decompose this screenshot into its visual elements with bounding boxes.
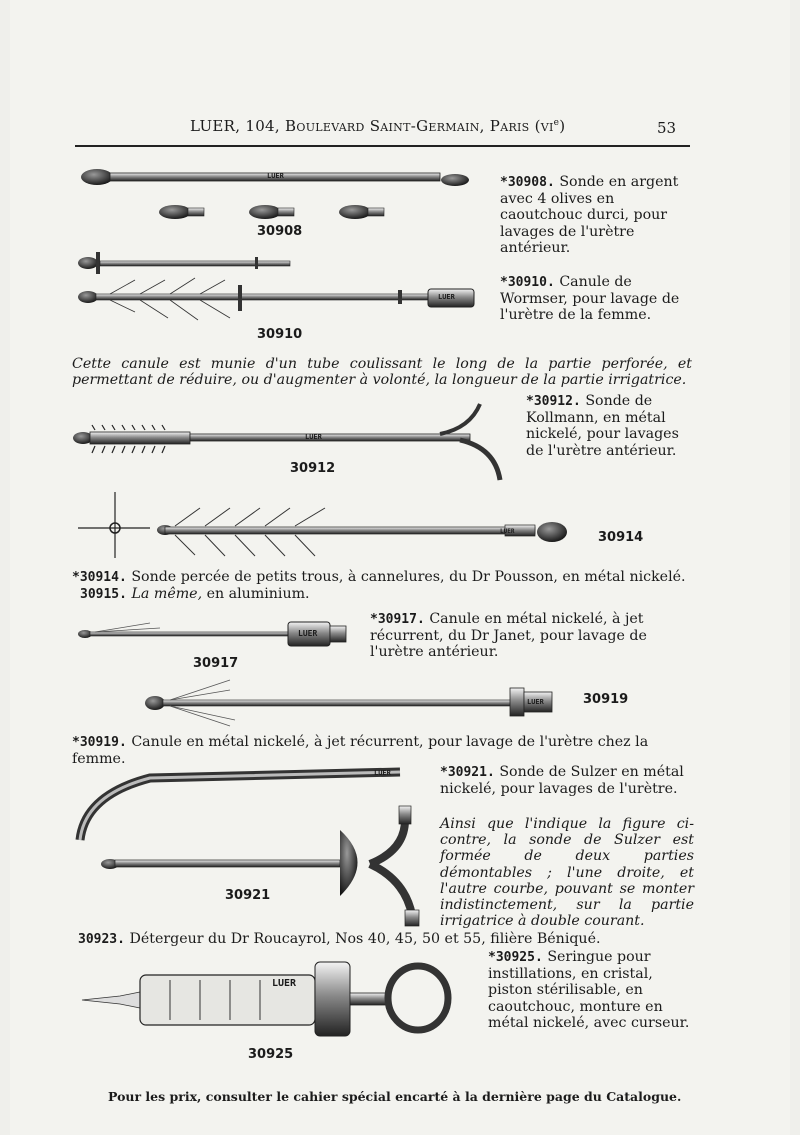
entry-number: *30919. — [72, 735, 127, 750]
entry-number: 30915. — [80, 587, 127, 602]
note-30910: Cette canule est munie d'un tube coulissant le long de la partie perforée, et permettant de réduire, ou d'augmenter à volonté, la longueur de la partie irrigatrice. — [72, 356, 692, 389]
figure-label-30919: 30919 — [583, 692, 629, 707]
luer-mark-30925: LUER — [272, 978, 297, 989]
entry-number: 30923. — [78, 932, 125, 947]
header-sup: e — [553, 118, 560, 128]
figure-label-30908: 30908 — [257, 224, 303, 239]
illustration-30910 — [78, 252, 474, 320]
entry-number: *30917. — [370, 612, 425, 627]
note-30921: Ainsi que l'indique la figure ci-contre, la sonde de Sulzer est formée de deux parties démontables ; l'une droite, et l'autre courbe, pouvant se monter indistinctement, sur la partie irrigatrice à double courant. — [440, 816, 694, 930]
luer-mark-30921: LUER — [374, 769, 391, 777]
entry-number: *30925. — [488, 950, 543, 965]
luer-mark-30919: LUER — [527, 698, 544, 706]
entry-30908 — [500, 174, 692, 256]
entry-description-italic: La même, — [131, 586, 203, 602]
entry-description: Canule en métal nickelé, à jet récurrent, pour lavage de l'urètre chez la femme. — [72, 734, 649, 768]
entry-30915 — [80, 586, 680, 603]
entry-30910 — [500, 274, 692, 324]
figure-label-30917: 30917 — [193, 656, 239, 671]
entry-description: Sonde percée de petits trous, à cannelures, du Dr Pousson, en métal nickelé. — [131, 569, 686, 585]
footer-note: Pour les prix, consulter le cahier spécial encarté à la dernière page du Catalogue. — [108, 1089, 682, 1104]
entry-description: en aluminium. — [206, 586, 310, 602]
figure-label-30912: 30912 — [290, 461, 336, 476]
illustration-30914 — [78, 492, 567, 558]
luer-mark-30914: LUER — [500, 528, 515, 535]
entry-number: *30910. — [500, 275, 555, 290]
entry-description: Seringue pour instillations, en cristal, piston stérilisable, en caoutchouc, monture en métal nickelé, avec curseur. — [488, 949, 690, 1031]
luer-mark-30910: LUER — [438, 293, 455, 301]
entry-30917 — [370, 611, 694, 661]
luer-mark-30908: LUER — [267, 172, 284, 180]
entry-30923 — [78, 931, 678, 948]
entry-number: *30914. — [72, 570, 127, 585]
entry-30925 — [488, 949, 694, 1031]
figure-label-30910: 30910 — [257, 327, 303, 342]
figure-label-30921: 30921 — [225, 888, 271, 903]
header-address: Boulevard Saint-Germain, Paris (vi — [285, 117, 554, 135]
luer-mark-30912: LUER — [305, 433, 322, 441]
header-prefix: LUER, 104, — [190, 117, 280, 135]
figure-label-30914: 30914 — [598, 530, 644, 545]
figure-label-30925: 30925 — [248, 1047, 294, 1062]
entry-number: *30908. — [500, 175, 555, 190]
luer-mark-30917: LUER — [298, 629, 318, 638]
illustration-30925 — [82, 962, 448, 1036]
header-end: ) — [559, 117, 566, 135]
entry-30912 — [526, 393, 694, 459]
entry-30914 — [72, 569, 692, 586]
entry-description: Sonde de Sulzer en métal nickelé, pour lavages de l'urètre. — [440, 764, 684, 798]
entry-30921 — [440, 764, 694, 797]
olive-tip — [81, 169, 113, 185]
entry-description: Détergeur du Dr Roucayrol, Nos 40, 45, 50 et 55, filière Béniqué. — [129, 931, 601, 947]
entry-description: Canule en métal nickelé, à jet récurrent, du Dr Janet, pour lavage de l'urètre antérieur. — [370, 611, 647, 661]
entry-30919 — [72, 734, 692, 767]
entry-description: Canule de Wormser, pour lavage de l'urètre de la femme. — [500, 274, 680, 324]
entry-number: *30921. — [440, 765, 495, 780]
illustration-30919 — [145, 680, 552, 726]
entry-description: Sonde de Kollmann, en métal nickelé, pour lavages de l'urètre antérieur. — [526, 393, 679, 459]
entry-description: Sonde en argent avec 4 olives en caoutchouc durci, pour lavages de l'urètre antérieur. — [500, 174, 679, 256]
entry-number: *30912. — [526, 394, 581, 409]
page-number: 53 — [657, 119, 677, 137]
illustration-30912 — [73, 404, 500, 480]
